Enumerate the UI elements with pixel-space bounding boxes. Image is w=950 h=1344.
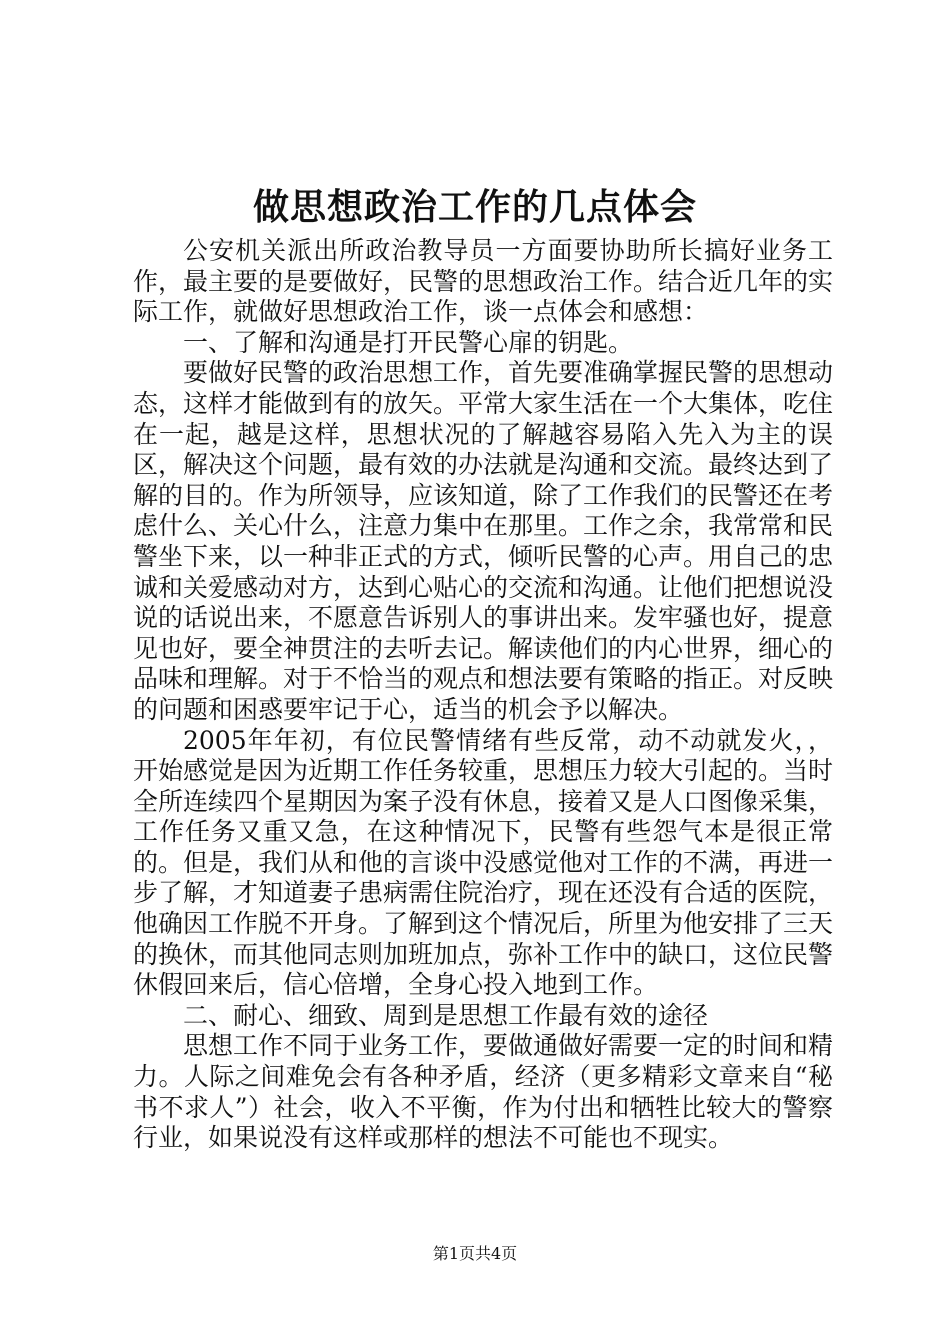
paragraph-intro: 公安机关派出所政治教导员一方面要协助所长搞好业务工作，最主要的是要做好，民警的思想政治工作。结合近几年的实际工作，就做好思想政治工作，谈一点体会和感想： (133, 236, 834, 327)
paragraph-communication: 要做好民警的政治思想工作，首先要准确掌握民警的思想动态，这样才能做到有的放矢。平常大家生活在一个大集体，吃住在一起，越是这样，思想状况的了解越容易陷入先入为主的误区，解决这个问题，最有效的办法就是沟通和交流。最终达到了解的目的。作为所领导，应该知道，除了工作我们的民警还在考虑什么、关心什么，注意力集中在那里。工作之余，我常常和民警坐下来，以一种非正式的方式，倾听民警的心声。用自己的忠诚和关爱感动对方，达到心贴心的交流和沟通。让他们把想说没说的话说出来，不愿意告诉别人的事讲出来。发牢骚也好，提意见也好，要全神贯注的去听去记。解读他们的内心世界，细心的品味和理解。对于不恰当的观点和想法要有策略的指正。对反映的问题和困惑要牢记于心，适当的机会予以解决。 (133, 358, 834, 724)
page-footer (0, 1244, 950, 1264)
section-heading-1: 一、了解和沟通是打开民警心扉的钥匙。 (183, 327, 634, 357)
page-total: 共4页 (475, 1244, 518, 1263)
paragraph-patience: 思想工作不同于业务工作，要做通做好需要一定的时间和精力。人际之间难免会有各种矛盾，经济（更多精彩文章来自“秘书不求人”）社会，收入不平衡，作为付出和牺牲比较大的警察行业，如果说没有这样或那样的想法不可能也不现实。 (133, 1031, 834, 1153)
paragraph-case-2005: 2005年年初，有位民警情绪有些反常，动不动就发火，，开始感觉是因为近期工作任务较重，思想压力较大引起的。当时全所连续四个星期因为案子没有休息，接着又是人口图像采集，工作任务又重又急，在这种情况下，民警有些怨气本是很正常的。但是，我们从和他的言谈中没感觉他对工作的不满，再进一步了解，才知道妻子患病需住院治疗，现在还没有合适的医院，他确因工作脱不开身。了解到这个情况后，所里为他安排了三天的换休，而其他同志则加班加点，弥补工作中的缺口，这位民警休假回来后，信心倍增，全身心投入地到工作。 (133, 725, 834, 1000)
page-number: 第1页 (432, 1244, 475, 1263)
document-title: 做思想政治工作的几点体会 (252, 187, 697, 228)
section-heading-2: 二、耐心、细致、周到是思想工作最有效的途径 (183, 1000, 709, 1030)
document-body (133, 236, 833, 1154)
